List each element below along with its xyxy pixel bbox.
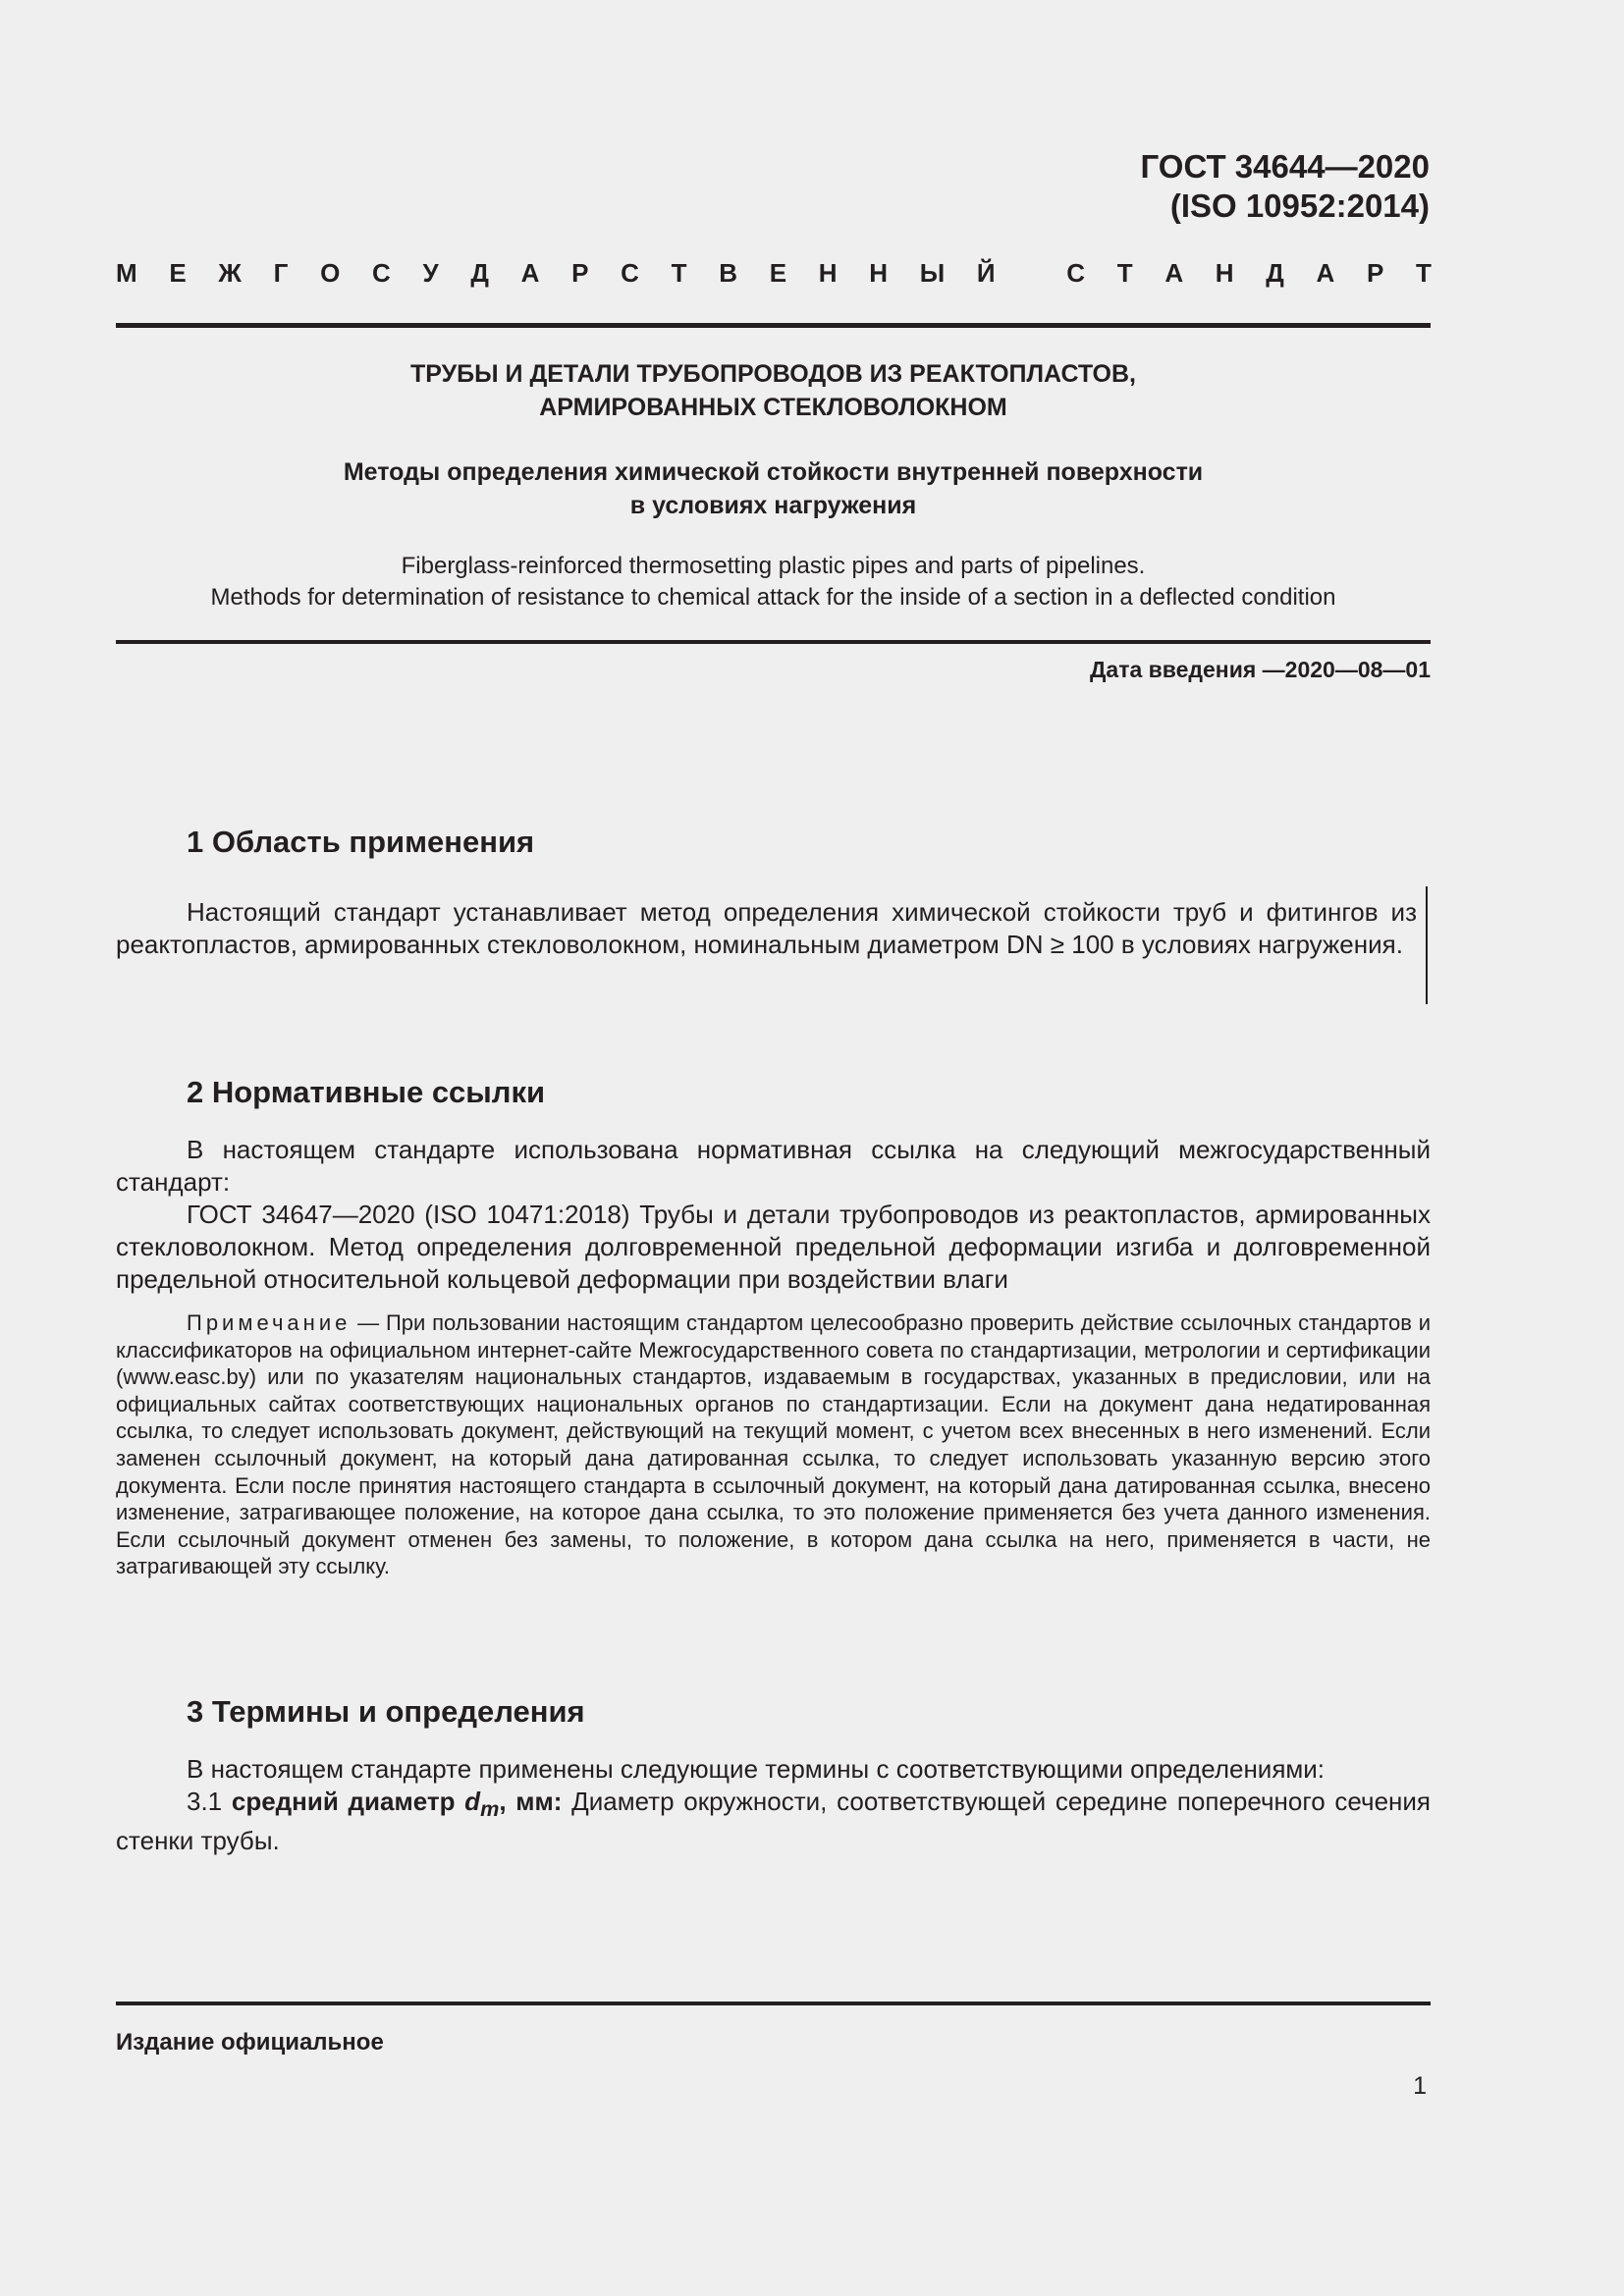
- interstate-standard-label: М Е Ж Г О С У Д А Р С Т В Е Н Н Ы Й С Т А Н Д А Р Т: [116, 258, 1432, 288]
- normative-reference: ГОСТ 34647—2020 (ISO 10471:2018) Трубы и детали трубопроводов из реактопластов, армированных стекловолокном. Метод определения долговременной предельной деформации изгиба и долговременной предельной относительной кольцевой деформации при воздействии влаги: [116, 1200, 1431, 1294]
- footer-divider: [116, 2002, 1431, 2005]
- section-2-note: [116, 1309, 1431, 1580]
- standard-number: ГОСТ 34644—2020: [1140, 148, 1430, 185]
- section-2-heading: 2 Нормативные ссылки: [187, 1075, 546, 1109]
- document-subtitle: Методы определения химической стойкости внутренней поверхности в условиях нагружения: [343, 458, 1204, 519]
- official-edition-label: Издание официальное: [116, 2029, 384, 2056]
- section-1-text: Настоящий стандарт устанавливает метод определения химической стойкости труб и фитингов из реактопластов, армированных стекловолокном, номинальным диаметром DN ≥ 100 в условиях нагружения.: [116, 897, 1417, 959]
- term-definition: 3.1 средний диаметр $d_m$, мм: Диаметр окружности, соответствующей середине поперечного сечения стенки трубы.: [116, 1787, 1431, 1856]
- date-of-introduction: Дата введения —2020—08—01: [1090, 657, 1431, 682]
- document-title: ТРУБЫ И ДЕТАЛИ ТРУБОПРОВОДОВ ИЗ РЕАКТОПЛАСТОВ, АРМИРОВАННЫХ СТЕКЛОВОЛОКНОМ: [409, 360, 1137, 421]
- iso-number: (ISO 10952:2014): [1169, 187, 1430, 224]
- standard-number-block: [1141, 147, 1430, 226]
- note-label: Примечание: [187, 1310, 352, 1335]
- section-3-heading: 3 Термины и определения: [187, 1694, 585, 1729]
- section-3-text: В настоящем стандарте применены следующие термины с соответствующими определениями: 3.1 средний диаметр $d_m$, мм: Диаметр окружности, соответствующей середине поперечного сечения стенки трубы.: [116, 1754, 1431, 1856]
- page-number: 1: [1413, 2072, 1427, 2100]
- change-bar: [1426, 886, 1428, 1004]
- english-title: Fiberglass-reinforced thermosetting plastic pipes and parts of pipelines. Methods for determination of resistance to chemical attack for the inside of a section in a deflected condition: [210, 553, 1336, 611]
- section-2-text: В настоящем стандарте использована нормативная ссылка на следующий межгосударственный стандарт: ГОСТ 34647—2020 (ISO 10471:2018) Трубы и детали трубопроводов из реактопластов, армированных стекловолокном. Метод определения долговременной предельной деформации изгиба и долговременной предельной относительной кольцевой деформации при воздействии влаги: [116, 1135, 1431, 1294]
- title-divider: [116, 640, 1431, 644]
- section-1-heading: 1 Область применения: [187, 825, 535, 859]
- top-divider: [116, 323, 1431, 328]
- note-text: — При пользовании настоящим стандартом целесообразно проверить действие ссылочных стандартов и классификаторов на официальном интернет-сайте Межгосударственного совета по стандартизации, метрологии и сертификации (www.easc.by) или по указателям национальных стандартов, издаваемым в государствах, указанных в предисловии, или на официальных сайтах соответствующих национальных органов по стандартизации. Если на документ дана недатированная ссылка, то следует использовать документ, действующий на текущий момент, с учетом всех внесенных в него изменений. Если заменен ссылочный документ, на который дана датированная ссылка, то следует использовать указанную версию этого документа. Если после принятия настоящего стандарта в ссылочный документ, на который дана датированная ссылка, внесено изменение, затрагивающее положение, на которое дана ссылка, то это положение применяется без учета данного изменения. Если ссылочный документ отменен без замены, то положение, в котором дана ссылка на него, применяется в части, не затрагивающей эту ссылку.: [116, 1310, 1431, 1579]
